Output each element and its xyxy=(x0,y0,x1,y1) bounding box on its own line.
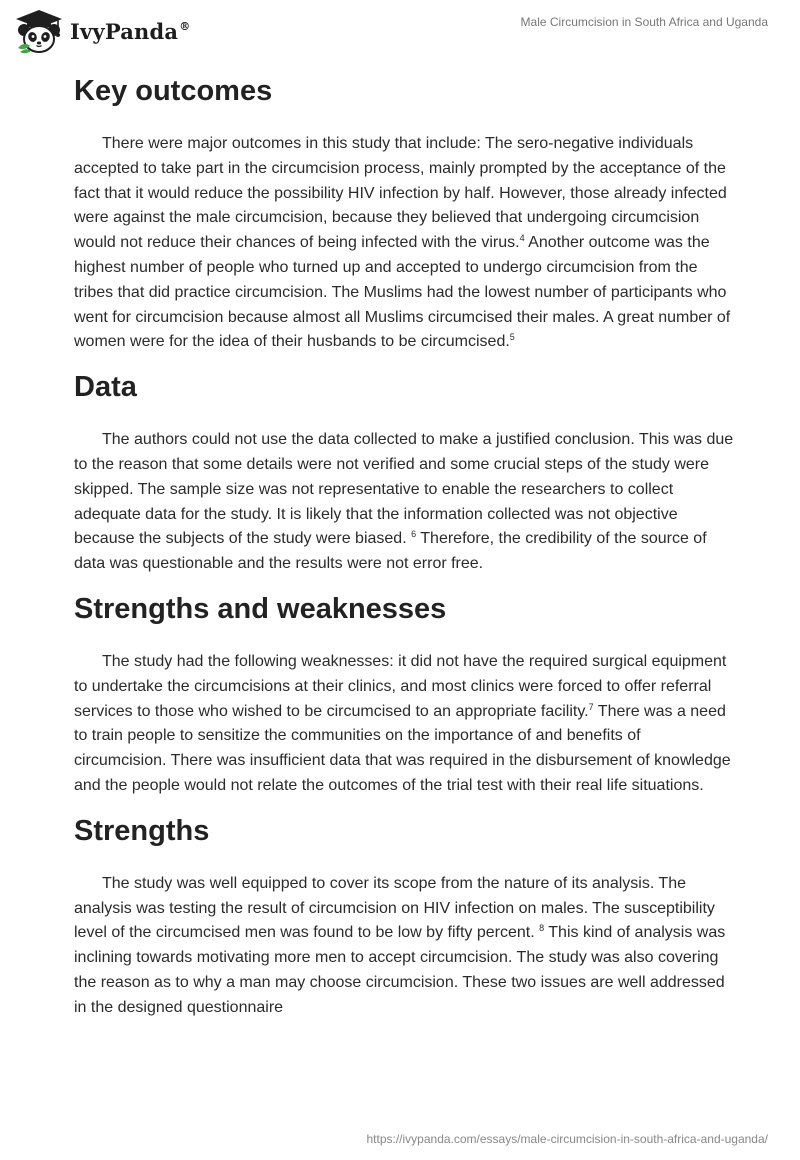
panda-graduate-icon xyxy=(14,8,64,54)
essay-content xyxy=(74,70,734,1021)
brand-logo[interactable] xyxy=(14,8,190,54)
footnote-ref[interactable]: 5 xyxy=(509,332,515,343)
section-heading-strengths: Strengths xyxy=(74,814,210,847)
footnote-ref[interactable]: 7 xyxy=(588,701,594,712)
paragraph-data: The authors could not use the data collected to make a justified conclusion. This was due to the reason that some details were not verified and some crucial steps of the study were skipped. The sample size was not representative to enable the researchers to collect adequate data for the study. It is likely that the information collected was not objective because the subjects of the study were biased. $^6$ Therefore, the credibility of the source of data was questionable and the results were not error free. xyxy=(74,431,734,573)
paragraph-strengths: The study was well equipped to cover its scope from the nature of its analysis. The analysis was testing the result of circumcision on HIV infection on males. The susceptibility level of the circumcised men was found to be low by fifty percent. $^8$ This kind of analysis was inclining towards motivating more men to accept circumcision. The study was also covering the reason as to why a man may choose circumcision. These two issues are well addressed in the designed questionnaire xyxy=(74,874,726,1016)
section-heading-strengths-and-weaknesses: Strengths and weaknesses xyxy=(74,592,447,625)
footnote-ref[interactable]: 8 xyxy=(539,923,545,934)
paragraph-strengths-and-weaknesses: The study had the following weaknesses: it did not have the required surgical equipment to undertake the circumcisions at their clinics, and most clinics were forced to offer referral services to those who wished to be circumcised to an appropriate facility.$^7$ There was a need to train people to sensitize the communities on the importance of and benefits of circumcision. There was insufficient data that was required in the disbursement of knowledge and the people would not relate the outcomes of the trial test with their real life situations. xyxy=(74,652,731,794)
brand-name: IvyPanda® xyxy=(70,18,191,44)
footnote-ref[interactable]: 4 xyxy=(519,233,525,244)
source-url[interactable]: https://ivypanda.com/essays/male-circumcision-in-south-africa-and-uganda/ xyxy=(366,1132,768,1146)
paragraph-key-outcomes: There were major outcomes in this study that include: The sero-negative individuals accepted to take part in the circumcision process, mainly prompted by the acceptance of the fact that it would reduce the possibility HIV infection by half. However, those already infected were against the male circumcision, because they believed that undergoing circumcision would not reduce their chances of being infected with the virus.$^4$ Another outcome was the highest number of people who turned up and accepted to undergo circumcision from the tribes that did practice circumcision. The Muslims had the lowest number of participants who went for circumcision because almost all Muslims circumcised their males. A great number of women were for the idea of their husbands to be circumcised.$^5$ xyxy=(74,135,731,351)
document-title: Male Circumcision in South Africa and Uganda xyxy=(520,15,768,29)
section-heading-data: Data xyxy=(74,371,137,404)
page-header xyxy=(0,0,800,60)
footnote-ref[interactable]: 6 xyxy=(411,529,417,540)
section-heading-key-outcomes: Key outcomes xyxy=(74,75,273,107)
